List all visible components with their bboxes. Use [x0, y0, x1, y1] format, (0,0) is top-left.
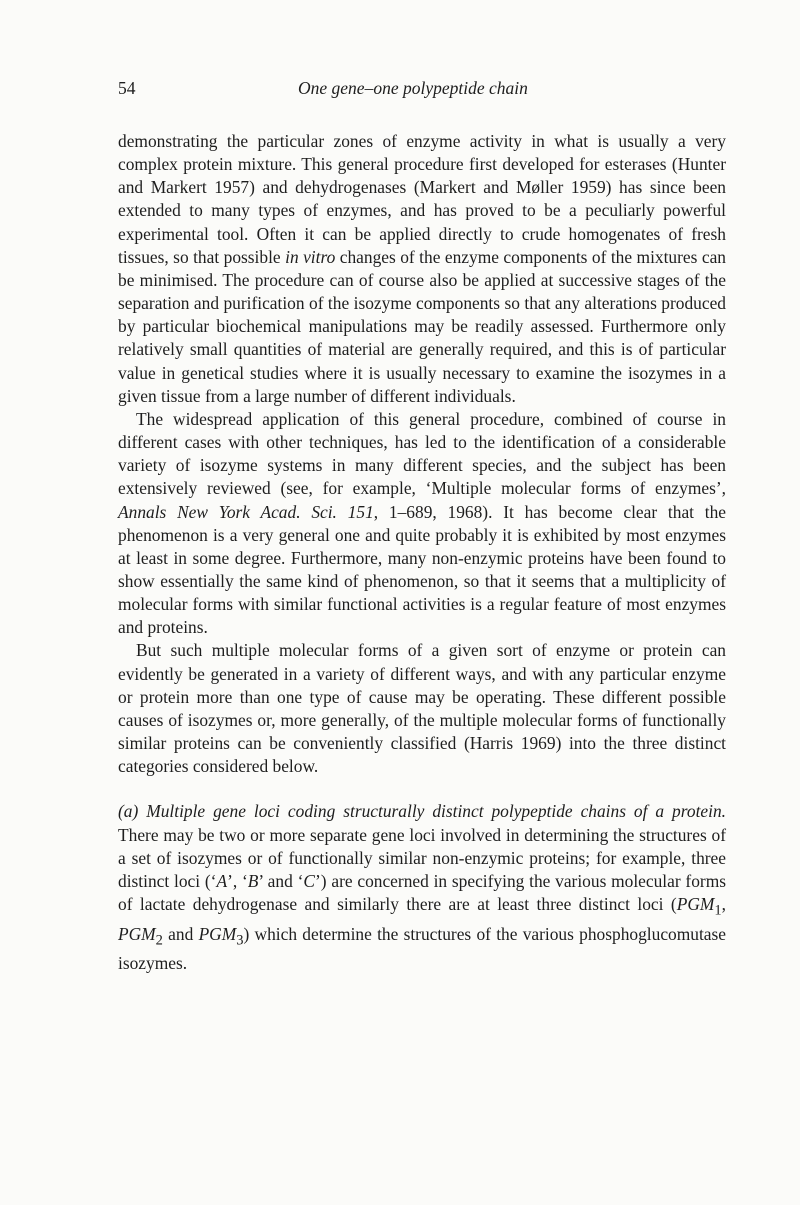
- running-title: One gene–one polypeptide chain: [298, 78, 528, 98]
- body-text: [118, 130, 726, 975]
- pgm3-locus: PGM: [198, 923, 237, 944]
- paragraph-3: [118, 639, 726, 778]
- pgm1-subscript: 1: [714, 902, 722, 919]
- separator-1: ’, ‘: [227, 870, 248, 891]
- subsection-a-text-2: ’) are concerned in specifying the various molecular forms of lactate dehydrogenase and similarly there are at least three distinct loci (: [118, 870, 726, 914]
- paragraph-2-text-b: , 1–689, 1968). It has become clear that the phenomenon is a very general one and quite probably it is exhibited by most enzymes at least in some degree. Furthermore, many non-enzymic proteins have been found to show essentially the same kind of phenomenon, so that it seems that a multiplicity of molecular forms with similar functional activities is a regular feature of most enzymes and proteins.: [118, 501, 727, 638]
- page-number: 54: [118, 78, 136, 98]
- pgm3-subscript: 3: [236, 932, 244, 949]
- paragraph-1-text: demonstrating the particular zones of enzyme activity in what is usually a very complex protein mixture. This general procedure first developed for esterases (Hunter and Markert 1957) and dehydrogenases (Markert and Møller 1959) has since been extended to many types of enzymes, and has proved to be a peculiarly powerful experimental tool. Often it can be applied directly to crude homogenates of fresh tissues, so that possible: [118, 131, 726, 267]
- locus-b: B: [247, 870, 259, 891]
- book-page: [118, 78, 726, 975]
- paragraph-2: [118, 408, 726, 640]
- pgm2-subscript: 2: [155, 932, 163, 949]
- pgm1-locus: PGM: [676, 894, 715, 914]
- subsection-a-heading: (a) Multiple gene loci coding structurally distinct polypeptide chains of a protein.: [118, 801, 726, 822]
- separator-3: ,: [721, 894, 726, 914]
- paragraph-2-text-a: The widespread application of this general procedure, combined of course in different cases with other techniques, has led to the identification of a considerable variety of isozyme systems in many different species, and the subject has been extensively reviewed (see, for example, ‘Multiple molecular forms of enzymes’,: [118, 408, 726, 499]
- subsection-a-text-3: ) which determine the structures of the various phosphoglucomutase isozymes.: [118, 923, 726, 974]
- journal-title: Annals New York Acad. Sci.: [118, 501, 337, 522]
- locus-a: A: [216, 870, 228, 891]
- pgm2-locus: PGM: [118, 923, 156, 944]
- locus-c: C: [303, 870, 315, 891]
- paragraph-1-text-end: changes of the enzyme components of the mixtures can be minimised. The procedure can of course also be applied at successive stages of the separation and purification of the isozyme components so that any alterations produced by particular biochemical manipulations may be readily assessed. Furthermore only relatively small quantities of material are generally required, and this is of particular value in genetical studies where it is usually necessary to examine the isozymes in a given tissue from a large number of different individuals.: [118, 246, 726, 406]
- separator-2: ’ and ‘: [258, 870, 304, 891]
- paragraph-3-text: But such multiple molecular forms of a given sort of enzyme or protein can evidently be generated in a variety of different ways, and with any particular enzyme or protein more than one type of cause may be operating. These different possible causes of isozymes or, more generally, of the multiple molecular forms of functionally similar proteins can be conveniently classified (Harris 1969) into the three distinct categories considered below.: [118, 640, 726, 777]
- page-header: [118, 78, 726, 108]
- paragraph-1: [118, 130, 726, 408]
- subsection-a: [118, 800, 726, 975]
- in-vitro-term: in vitro: [285, 246, 336, 267]
- journal-volume: 151: [347, 501, 374, 522]
- subsection-a-text-1: There may be two or more separate gene loci involved in determining the structures of a set of isozymes or of functionally similar non-enzymic proteins; for example, three distinct loci (‘: [118, 824, 726, 891]
- separator-4: and: [162, 923, 199, 944]
